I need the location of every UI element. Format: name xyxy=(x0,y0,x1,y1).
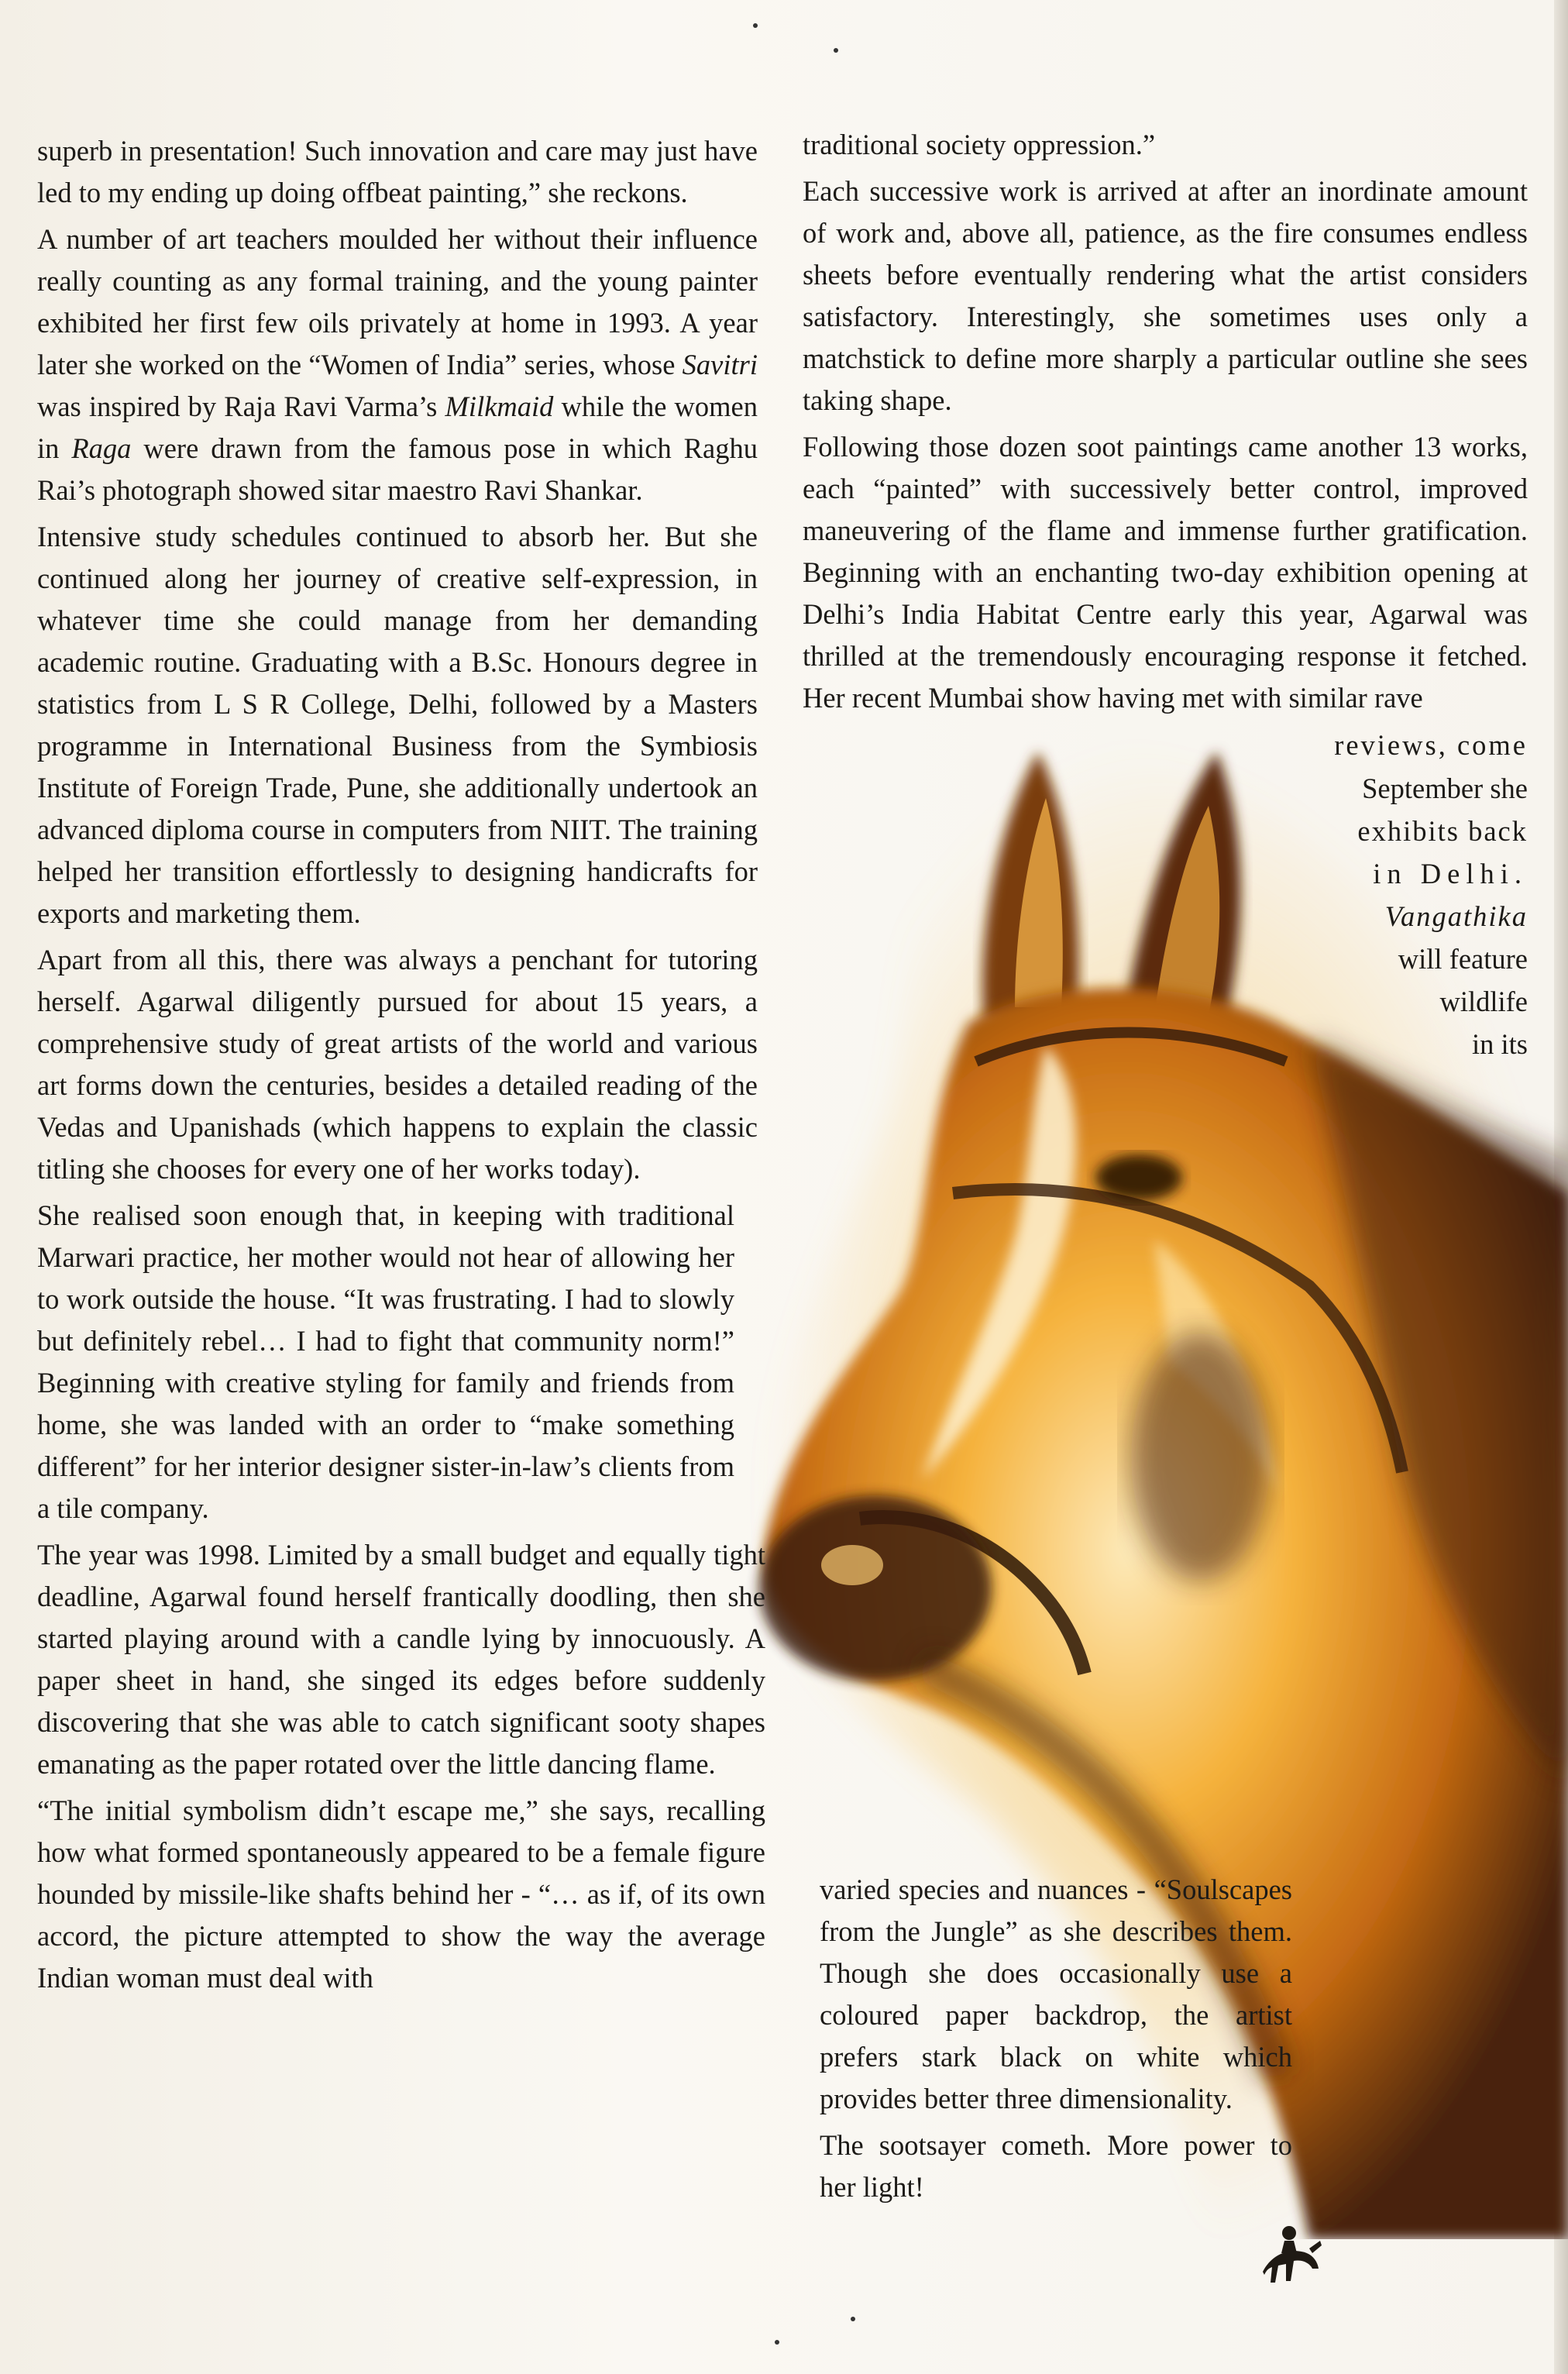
paragraph-1: superb in presentation! Such innovation and care may just have led to my ending up doing offbeat painting,” she reckons. xyxy=(37,135,758,208)
paragraph-2: A number of art teachers moulded her without their influence really counting as any formal training, and the young painter exhibited her first few oils privately at home in 1993. A year later she worked on the “Women of India” series, whose Savitri was inspired by Raja Ravi Varma’s Milkmaid while the women in Raga were drawn from the famous pose in which Raghu Rai’s photograph showed sitar maestro Ravi Shankar. xyxy=(37,223,758,506)
wrap-line-3: exhibits back xyxy=(1357,815,1528,847)
paragraph-5: She realised soon enough that, in keeping with traditional Marwari practice, her mother would not hear of allowing her to work outside the house. “It was frustrating. I had to slowly but definitely rebel… I had to fight that community norm!” Beginning with creative styling for family and friends from home, she was landed with an order to “make something different” for her interior designer sister-in-law’s clients from a tile company. xyxy=(37,1199,734,1524)
right-paragraph-4: varied species and nuances - “Soulscapes from the Jungle” as she describes them. Though she does occasionally use a coloured paper backdrop, the artist prefers stark black on white which provides better three dimensionality. xyxy=(820,1873,1292,2114)
paragraph-4: Apart from all this, there was always a penchant for tutoring herself. Agarwal diligently pursued for about 15 years, a comprehensive study of great artists of the world and various art forms down the centuries, besides a detailed reading of the Vedas and Upanishads (which happens to explain the classic titling she chooses for every one of her works today). xyxy=(37,944,758,1185)
wrap-line-italic: Vangathika xyxy=(1384,900,1528,932)
right-column-top xyxy=(803,124,1528,724)
wrap-line-4: in Delhi. xyxy=(1373,858,1528,889)
horse-eye xyxy=(1095,1154,1182,1201)
paragraph-6: The year was 1998. Limited by a small budget and equally tight deadline, Agarwal found herself frantically doodling, then she started playing around with a candle lying by innocuously. A paper sheet in hand, she singed its edges before suddenly discovering that she was able to catch significant sooty shapes emanating as the paper rotated over the little dancing flame. xyxy=(37,1539,765,1780)
right-paragraph-5: The sootsayer cometh. More power to her light! xyxy=(820,2129,1292,2203)
right-column-bottom xyxy=(820,1869,1292,2213)
right-paragraph-1: traditional society oppression.” xyxy=(803,129,1156,160)
rider-end-mark-icon xyxy=(1255,2217,1323,2289)
wrap-line-7: in its xyxy=(1471,1028,1528,1060)
right-paragraph-2: Each successive work is arrived at after an inordinate amount of work and, above all, patience, as the fire consumes endless sheets before eventually rendering what the artist considers satisfactory. Interestingly, she sometimes uses only a matchstick to define more sharply a particular outline she sees taking shape. xyxy=(803,175,1528,416)
wrap-line-1: reviews, come xyxy=(1334,729,1528,761)
muzzle xyxy=(759,1495,992,1681)
ink-dot xyxy=(753,23,758,28)
ink-dot xyxy=(851,2317,855,2321)
paragraph-3: Intensive study schedules continued to absorb her. But she continued along her journey of creative self-expression, in whatever time she could manage from her demanding academic routine. Graduating with a B.Sc. Honours degree in statistics from L S R College, Delhi, followed by a Masters programme in International Business from the Symbiosis Institute of Foreign Trade, Pune, she additionally undertook an advanced diploma course in computers from NIIT. The training helped her transition effortlessly to designing handicrafts for exports and marketing them. xyxy=(37,521,758,929)
ink-dot xyxy=(775,2340,779,2345)
wrap-line-2: September she xyxy=(1362,772,1528,804)
paragraph-7: “The initial symbolism didn’t escape me,” she says, recalling how what formed spontaneously appeared to be a female figure hounded by missile-like shafts behind her - “… as if, of its own accord, the picture attempted to show the way the average Indian woman must deal with xyxy=(37,1794,765,1994)
wrap-line-5: will feature xyxy=(1398,943,1528,975)
left-column xyxy=(37,130,765,2004)
ink-dot xyxy=(834,48,838,53)
right-paragraph-3: Following those dozen soot paintings came another 13 works, each “painted” with successively better control, improved maneuvering of the flame and immense further gratification. Beginning with an enchanting two-day exhibition opening at Delhi’s India Habitat Centre early this year, Agarwal was thrilled at the tremendously encouraging response it fetched. Her recent Mumbai show having met with similar rave xyxy=(803,431,1528,714)
wrap-line-6: wildlife xyxy=(1439,986,1528,1017)
